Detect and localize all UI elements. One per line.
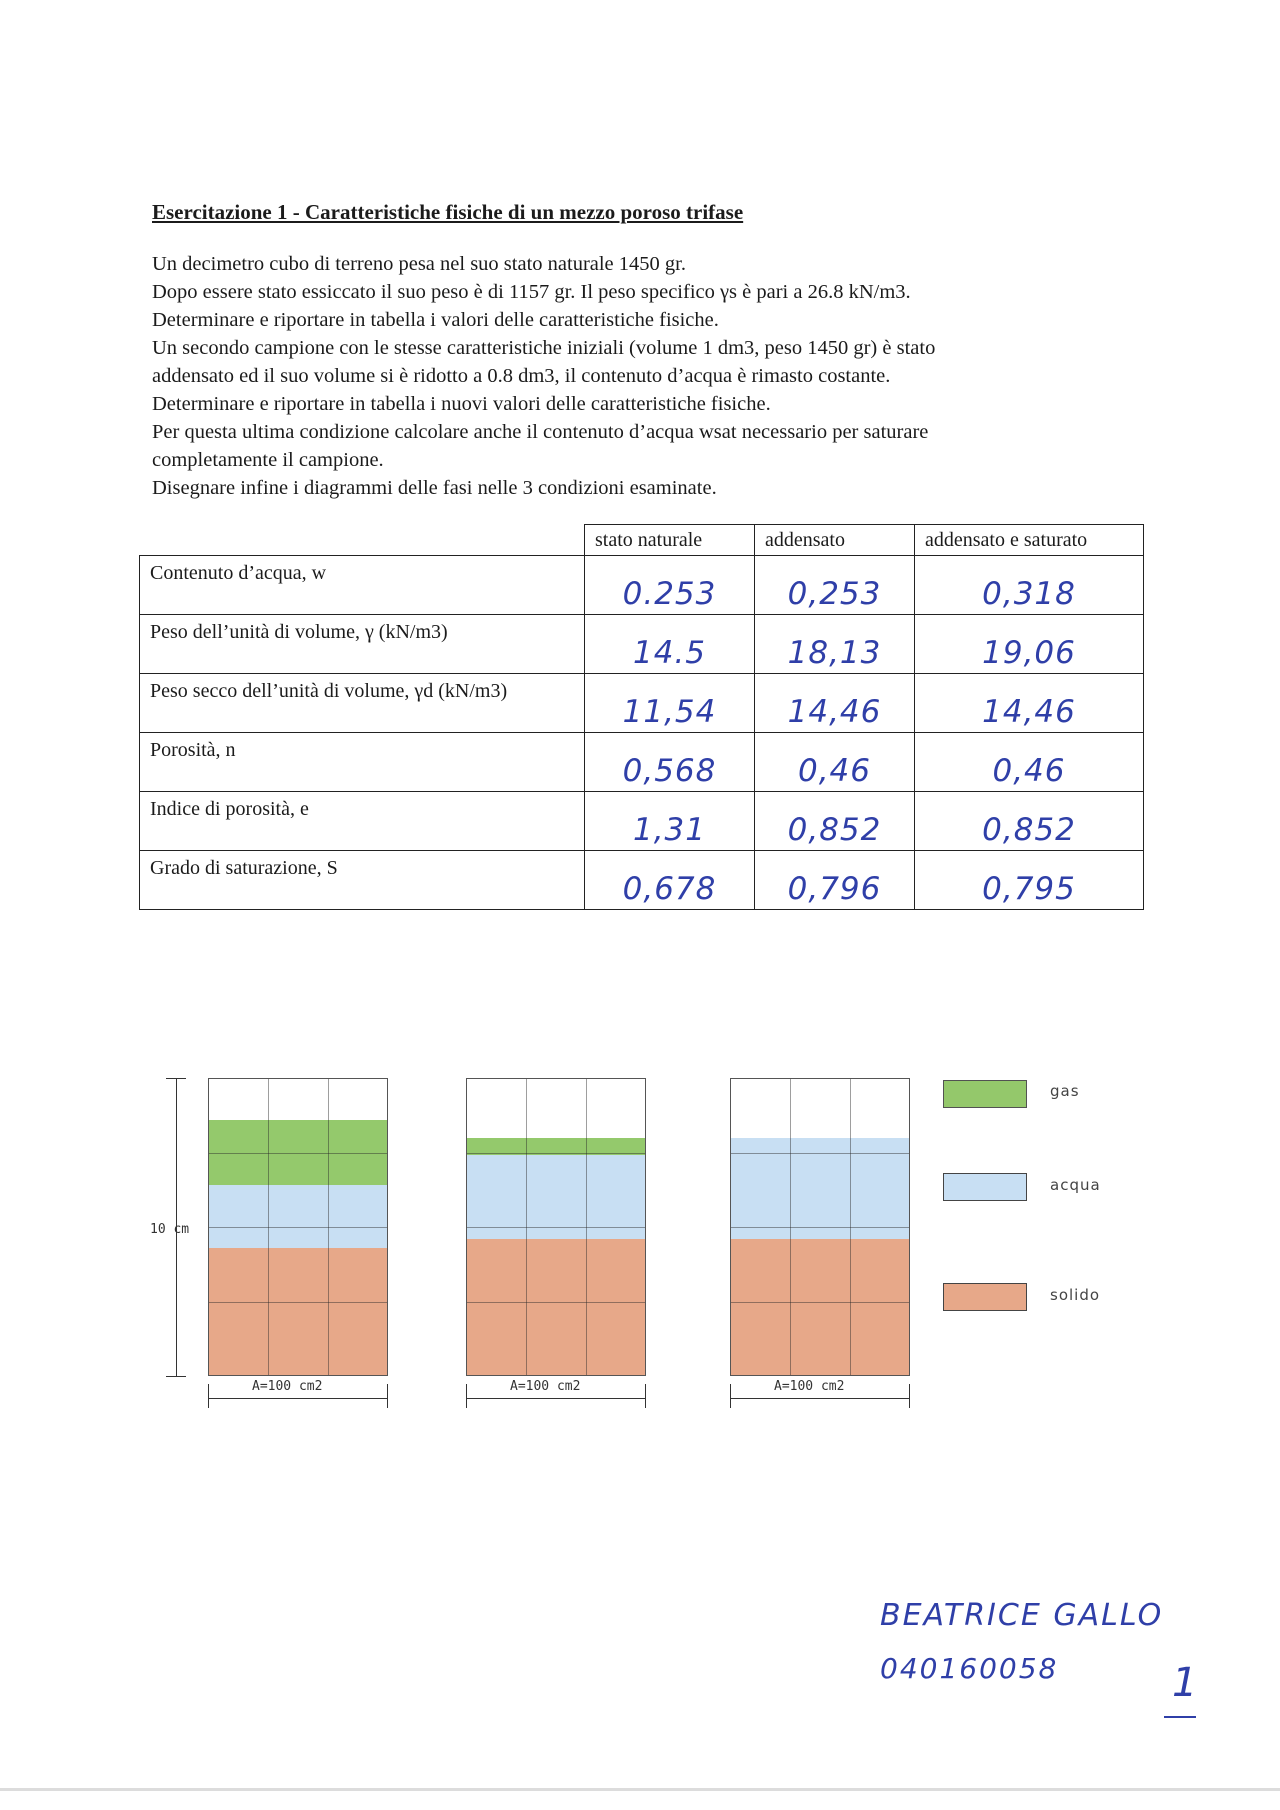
diagram-frame bbox=[208, 1078, 388, 1376]
table-cell: 14.5 bbox=[585, 615, 755, 674]
diagram-frame bbox=[466, 1078, 646, 1376]
legend-swatch-solid bbox=[943, 1283, 1027, 1311]
page-number: 1 bbox=[1172, 1660, 1200, 1706]
table-cell: 14,46 bbox=[755, 674, 915, 733]
area-label: A=100 cm2 bbox=[252, 1379, 323, 1394]
table-cell: 11,54 bbox=[585, 674, 755, 733]
area-label: A=100 cm2 bbox=[774, 1379, 845, 1394]
table-cell: 0,796 bbox=[755, 851, 915, 910]
student-name: BEATRICE GALLO bbox=[880, 1598, 1164, 1633]
column-header: addensato bbox=[755, 525, 915, 556]
exercise-title: Esercitazione 1 - Caratteristiche fisiche di un mezzo poroso trifase bbox=[152, 200, 744, 224]
student-id: 040160058 bbox=[880, 1652, 1059, 1685]
properties-table bbox=[139, 524, 1144, 910]
statement-line: Determinare e riportare in tabella i valori delle caratteristiche fisiche. bbox=[152, 309, 719, 331]
statement-line: Disegnare infine i diagrammi delle fasi nelle 3 condizioni esaminate. bbox=[152, 477, 717, 499]
area-dimension-line bbox=[466, 1398, 646, 1399]
statement-line: Un decimetro cubo di terreno pesa nel suo stato naturale 1450 gr. bbox=[152, 253, 686, 275]
area-dimension-line bbox=[730, 1398, 910, 1399]
table-cell: 1,31 bbox=[585, 792, 755, 851]
page-number-underline bbox=[1164, 1716, 1196, 1718]
phase-diagram-compacted bbox=[466, 1078, 646, 1376]
area-dimension-tick bbox=[208, 1384, 209, 1408]
table-cell: 19,06 bbox=[915, 615, 1144, 674]
row-label: Grado di saturazione, S bbox=[140, 851, 585, 910]
row-label: Peso secco dell’unità di volume, γd (kN/m3) bbox=[140, 674, 585, 733]
table-cell: 0.253 bbox=[585, 556, 755, 615]
height-label: 10 cm bbox=[150, 1222, 190, 1237]
table-row bbox=[140, 851, 1144, 910]
table-cell: 0,852 bbox=[755, 792, 915, 851]
row-label: Porosità, n bbox=[140, 733, 585, 792]
table-cell: 0,795 bbox=[915, 851, 1144, 910]
table-cell: 0,46 bbox=[755, 733, 915, 792]
table-cell: 0,568 bbox=[585, 733, 755, 792]
statement-line: Un secondo campione con le stesse caratteristiche iniziali (volume 1 dm3, peso 1450 gr) è stato bbox=[152, 337, 936, 359]
diagram-frame bbox=[730, 1078, 910, 1376]
table-corner bbox=[140, 525, 585, 556]
area-dimension-tick bbox=[645, 1384, 646, 1408]
statement-line: addensato ed il suo volume si è ridotto a 0.8 dm3, il contenuto d’acqua è rimasto costante. bbox=[152, 365, 891, 387]
table-header-row bbox=[140, 525, 1144, 556]
area-dimension-line bbox=[208, 1398, 388, 1399]
table-cell: 0,678 bbox=[585, 851, 755, 910]
scan-edge bbox=[0, 1788, 1280, 1791]
phase-diagram-natural bbox=[208, 1078, 388, 1376]
table-cell: 0,318 bbox=[915, 556, 1144, 615]
table-row bbox=[140, 615, 1144, 674]
area-dimension-tick bbox=[387, 1384, 388, 1408]
statement-line: Determinare e riportare in tabella i nuovi valori delle caratteristiche fisiche. bbox=[152, 393, 771, 415]
legend-label-water: acqua bbox=[1050, 1176, 1101, 1194]
table-cell: 0,852 bbox=[915, 792, 1144, 851]
area-label: A=100 cm2 bbox=[510, 1379, 581, 1394]
area-dimension-tick bbox=[730, 1384, 731, 1408]
row-label: Peso dell’unità di volume, γ (kN/m3) bbox=[140, 615, 585, 674]
problem-statement bbox=[152, 250, 1132, 502]
statement-line: Per questa ultima condizione calcolare anche il contenuto d’acqua wsat necessario per saturare bbox=[152, 421, 929, 443]
legend-label-solid: solido bbox=[1050, 1286, 1101, 1304]
table-cell: 0,46 bbox=[915, 733, 1144, 792]
height-dimension-tick bbox=[166, 1078, 186, 1079]
table-cell: 18,13 bbox=[755, 615, 915, 674]
legend-label-gas: gas bbox=[1050, 1082, 1080, 1100]
table-row bbox=[140, 556, 1144, 615]
column-header: stato naturale bbox=[585, 525, 755, 556]
column-header: addensato e saturato bbox=[915, 525, 1144, 556]
height-dimension-tick bbox=[166, 1376, 186, 1377]
legend-swatch-gas bbox=[943, 1080, 1027, 1108]
legend-swatch-water bbox=[943, 1173, 1027, 1201]
table-cell: 14,46 bbox=[915, 674, 1144, 733]
area-dimension-tick bbox=[466, 1384, 467, 1408]
statement-line: Dopo essere stato essiccato il suo peso è di 1157 gr. Il peso specifico γs è pari a 26.8 kN/m3. bbox=[152, 281, 911, 303]
row-label: Contenuto d’acqua, w bbox=[140, 556, 585, 615]
row-label: Indice di porosità, e bbox=[140, 792, 585, 851]
phase-diagram-saturated bbox=[730, 1078, 910, 1376]
table-row bbox=[140, 792, 1144, 851]
table-cell: 0,253 bbox=[755, 556, 915, 615]
statement-line: completamente il campione. bbox=[152, 449, 384, 471]
area-dimension-tick bbox=[909, 1384, 910, 1408]
table-row bbox=[140, 733, 1144, 792]
table-row bbox=[140, 674, 1144, 733]
